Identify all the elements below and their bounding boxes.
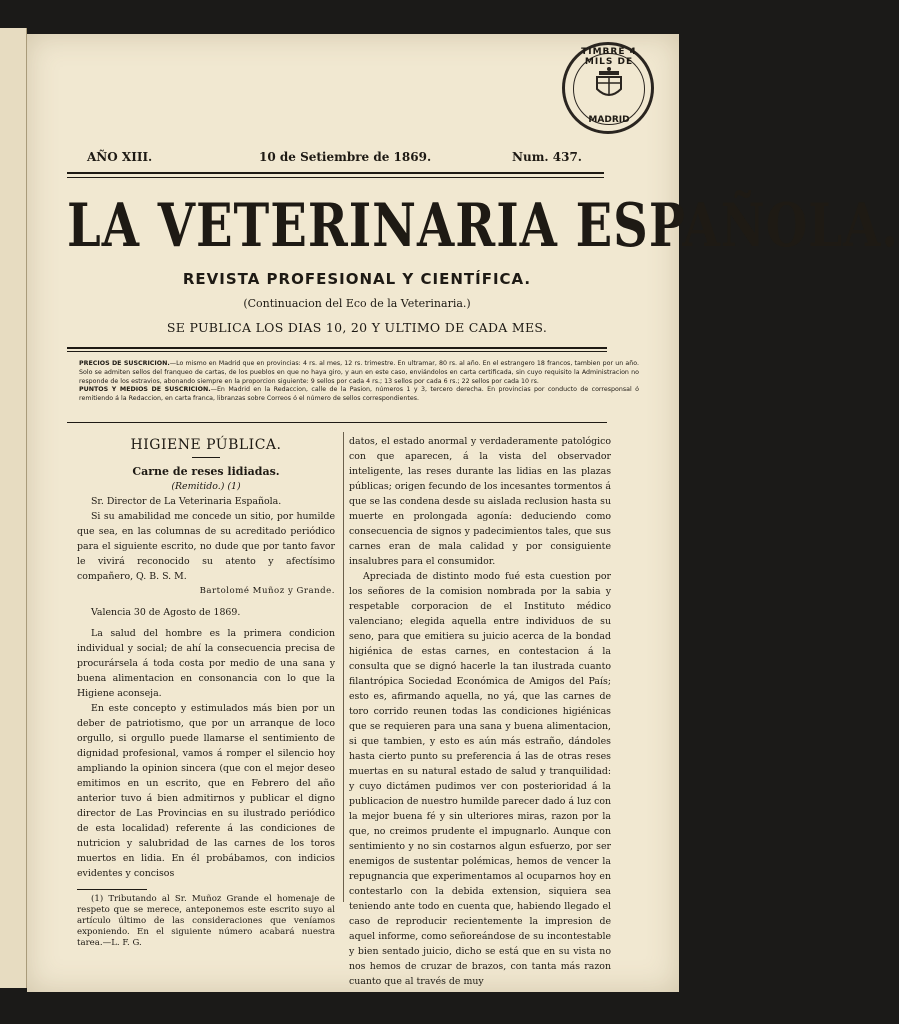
- points-text: —En Madrid en la Redaccion, calle de la Pasion, números 1 y 3, tercero derecha. En provincias por conducto de corresponsal ó remitiendo á la Redaccion, en carta franca, libranzas sobre Correos ó el número de sellos correspondientes.: [79, 386, 639, 403]
- paragraph: Apreciada de distinto modo fué esta cuestion por los señores de la comision nombrada por la sabia y respetable corporacion de el Instituto médico valenciano; elegida aquella entre individuos de su seno, para que emitiera su juicio acerca de la bondad higiénica de estas carnes, en contestacion á la consulta que se dignó hacerle la tan ilustrada cuanto filantrópica Sociedad Económica de Amigos del País; esto es, afirmando aquella, no yá, que las carnes de toro corrido reunen todas las condiciones higiénicas que se requieren para una sana y buena alimentacion, si que tambien, y esto es aún más estraño, dándoles hasta cierto punto su preferencia á las de otras reses muertas en su natural estado de salud y tranquilidad: y cuyo dictámen pudimos ver con posterioridad á la publicacion de nuestro humilde parecer dado á luz con la mejor buena fé y sin ulteriores miras, razon por la que, no creimos prudente el impugnarlo. Aunque con sentimiento y no sin costarnos algun esfuerzo, por ser enemigos de sustentar polémicas, hemos de vencer la repugnancia que experimentamos al ocuparnos hoy en contestarlo con la debida extension, siquiera sea teniendo ante todo en cuenta que, habiendo llegado el caso de reproducir recientemente la impresion de aquel informe, como señoreándose de su incontestable y bien sentado juicio, dicho se está que en su vista no nos hemos de cruzar de brazos, con tanta más razon cuanto que al través de muy: [349, 571, 611, 987]
- paragraph: En este concepto y estimulados más bien por un deber de patriotismo, que por un arranque de loco orgullo, si orgullo puede llamarse el sentimiento de dignidad profesional, vamos á romper el silencio hoy ampliando la opinion sincera (que con el mejor deseo emitimos en un escrito, que en Febrero del año anterior tuvo á bien admitirnos y publicar el digno director de Las Provincias en su ilustrado periódico de esta localidad) referente á las condiciones de nutricion y salubridad de las carnes de los toros muertos en lidia. En él probábamos, con indicios evidentes y concisos: [77, 703, 335, 879]
- footnote-rule: [77, 889, 147, 890]
- article-remitido: (Remitido.) (1): [171, 481, 241, 492]
- header-rule-bottom: [67, 177, 604, 178]
- coat-of-arms-icon: [591, 67, 627, 101]
- right-column: [349, 434, 611, 989]
- article-title: Carne de reses lidiadas.: [132, 465, 280, 478]
- issue-number: Num. 437.: [512, 150, 582, 164]
- issue-date: 10 de Setiembre de 1869.: [259, 150, 432, 164]
- masthead-schedule: SE PUBLICA LOS DIAS 10, 20 Y ULTIMO DE CADA MES.: [166, 320, 548, 335]
- letter-paragraph: Si su amabilidad me concede un sitio, por humilde que sea, en las columnas de su acreditado periódico para el siguiente escrito, no dude que por tanto favor le vivirá reconocido su atento y afectísimo compañero, Q. B. S. M.: [77, 511, 335, 582]
- prices-label: PRECIOS DE SUSCRICION.: [79, 360, 170, 367]
- columns-rule: [67, 422, 607, 423]
- masthead-continuation: (Continuacion del Eco de la Veterinaria.): [243, 297, 471, 310]
- left-column: [77, 434, 335, 949]
- newspaper-page: [27, 34, 899, 992]
- masthead-title: LA VETERINARIA ESPAÑOLA.: [67, 191, 899, 261]
- header-rule-top: [67, 172, 604, 174]
- masthead-rule-bottom: [67, 351, 607, 352]
- adjacent-page-edge: [0, 28, 27, 988]
- column-divider: [343, 432, 344, 902]
- section-title: HIGIENE PÚBLICA.: [130, 437, 282, 453]
- stamp-top-text: TIMBRE 4 MILS DE: [581, 47, 637, 67]
- subscription-prices: [79, 360, 639, 404]
- masthead-rule-top: [67, 347, 607, 349]
- masthead-subtitle: REVISTA PROFESIONAL Y CIENTÍFICA.: [182, 270, 532, 288]
- prices-text: —Lo mismo en Madrid que en provincias: 4 rs. al mes, 12 rs. trimestre. En ultramar, 80 rs. al año. En el estrangero 18 francos, tambien por un año. Solo se admiten sellos del franqueo de cartas, de los pueblos en que no haya giro, y aun en este caso, enviándolos en carta certificada, sin cuyo requisito la Administracion no responde de los estravios, abonando siempre en la proporcion siguiente: 9 sellos por cada 4 rs.; 13 sellos por cada 6 rs.; 22 sellos por cada 10 rs.: [79, 360, 639, 385]
- paragraph: datos, el estado anormal y verdaderamente patológico con que aparecen, á la vista del observador inteligente, las reses durante las lidias en las plazas públicas; origen fecundo de los incesantes tormentos á que se las condena desde su aislada reclusion hasta su muerte en prolongada agonía: deduciendo como consecuencia de signos y padecimientos tales, que sus carnes eran de mala calidad y por consiguiente insalubres para el consumidor.: [349, 436, 611, 567]
- dateline: Valencia 30 de Agosto de 1869.: [91, 607, 241, 618]
- points-label: PUNTOS Y MEDIOS DE SUSCRICION.: [79, 386, 211, 394]
- footnote: (1) Tributando al Sr. Muñoz Grande el homenaje de respeto que se merece, anteponemos este escrito suyo al artículo último de las consideraciones que veníamos exponiendo. En el siguiente número acabará nuestra tarea.—L. F. G.: [77, 894, 335, 948]
- issue-year: AÑO XIII.: [87, 150, 153, 164]
- section-divider: [192, 457, 220, 458]
- paragraph: La salud del hombre es la primera condicion individual y social; de ahí la consecuencia precisa de procurársela á toda costa por medio de una sana y buena alimentacion en consonancia con lo que la Higiene aconseja.: [77, 628, 335, 699]
- salutation: Sr. Director de La Veterinaria Española.: [91, 496, 282, 507]
- stamp-bottom-text: MADRID: [588, 115, 630, 125]
- author-signature: Bartolomé Muñoz y Grande.: [199, 586, 335, 596]
- tax-stamp: [562, 42, 654, 134]
